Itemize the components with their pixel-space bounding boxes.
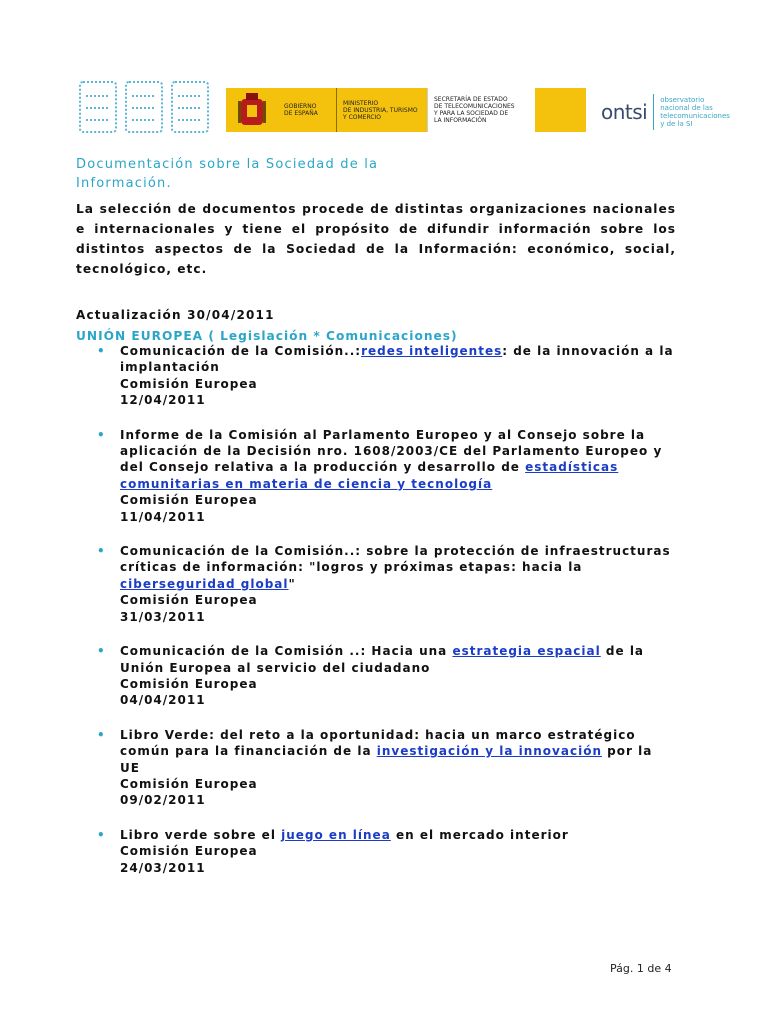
page-number: Pág. 1 de 4 [610,962,672,975]
link-estadisticas-comunitarias[interactable]: estadísticas comunitarias en materia de ciencia y tecnología [120,460,619,491]
update-date: Actualización 30/04/2011 [76,308,275,322]
section-heading: UNIÓN EUROPEA ( Legislación * Comunicaciones) [76,329,458,343]
link-estrategia-espacial[interactable]: estrategia espacial [452,644,601,659]
intro-paragraph: La selección de documentos procede de distintas organizaciones nacionales e internacionales y tiene el propósito de difundir información sobre los distintos aspectos de la Sociedad de la Información: económico, social, tecnológico, etc. [76,202,676,276]
page-header [78,78,730,140]
link-ciberseguridad-global[interactable]: ciberseguridad global [120,576,289,591]
link-redes-inteligentes[interactable]: redes inteligentes [361,344,503,358]
ontsi-subtitle: observatorio nacional de las telecomunicaciones y de la SI [660,96,730,128]
coat-of-arms-icon [226,88,278,132]
link-investigacion-innovacion[interactable]: investigación y la innovación [376,744,602,759]
list-item: • Comunicación de la Comisión ..: Hacia una estrategia espacial de la Unión Europea al servicio del ciudadano Comisión Europea 04/04/2011 [76,643,676,709]
list-item: • Comunicación de la Comisión..:redes inteligentes: de la innovación a la implantación Comisión Europea 12/04/2011 [76,343,676,409]
gobierno-label: GOBIERNO DE ESPAÑA [284,103,318,117]
ontsi-logo [601,94,740,130]
government-logo-bar [226,88,586,132]
ontsi-separator [653,94,654,130]
list-item: • Comunicación de la Comisión..: sobre la protección de infraestructuras críticas de información: "logros y próximas etapas: hacia la ciberseguridad global" Comisión Europea 31/03/2011 [76,543,676,625]
link-juego-en-linea[interactable]: juego en línea [281,827,391,842]
list-item: • Libro verde sobre el juego en línea en el mercado interior Comisión Europea 24/03/2011 [76,827,676,876]
secretaria-label: SECRETARÍA DE ESTADO DE TELECOMUNICACIONES Y PARA LA SOCIEDAD DE LA INFORMACIÓN [427,88,535,132]
list-item: • Informe de la Comisión al Parlamento Europeo y al Consejo sobre la aplicación de la Decisión nro. 1608/2003/CE del Parlamento Europeo y del Consejo relativa a la producción y desarrollo de estadísticas comunitarias en materia de ciencia y tecnología Comisión Europea 11/04/2011 [76,427,676,525]
ontsi-dots-logo [78,78,213,136]
page-title: Documentación sobre la Sociedad de la Información. [76,157,379,191]
ontsi-wordmark: ontsi [601,100,648,124]
list-item: • Libro Verde: del reto a la oportunidad: hacia un marco estratégico común para la financiación de la investigación y la innovación por la UE Comisión Europea 09/02/2011 [76,727,676,809]
document-body [76,155,676,894]
ministerio-label: MINISTERIO DE INDUSTRIA, TURISMO Y COMERCIO [336,88,427,132]
document-list [76,343,676,876]
